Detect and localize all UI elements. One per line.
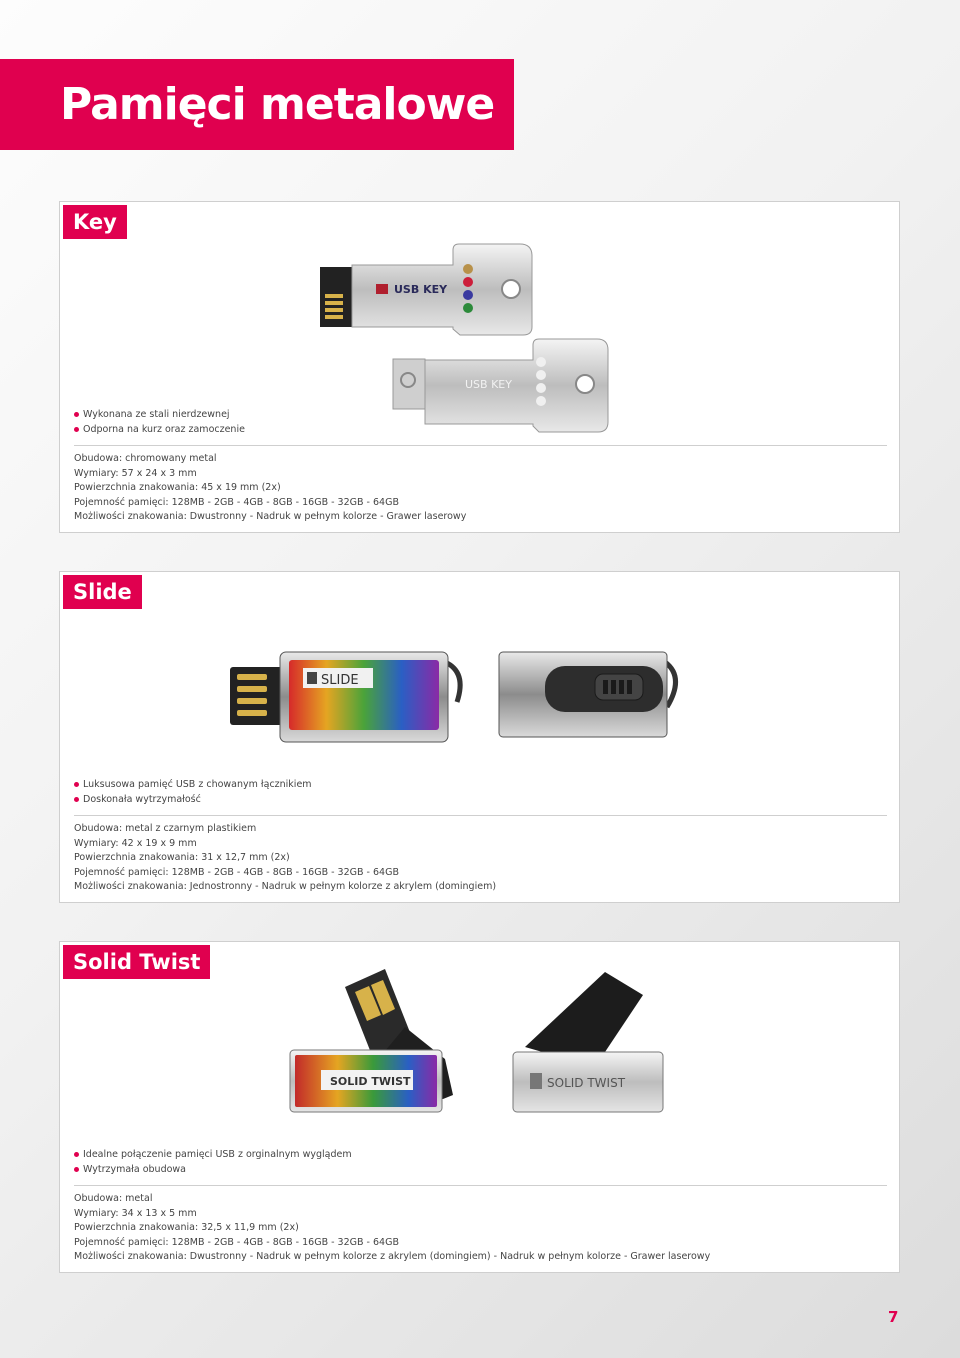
- feature-list: [74, 1147, 352, 1177]
- product-name: Slide: [63, 575, 142, 609]
- product-card-solid-twist: [59, 941, 900, 1273]
- spec-item: Powierzchnia znakowania: 45 x 19 mm (2x): [74, 482, 281, 493]
- spec-item: Pojemność pamięci: 128MB - 2GB - 4GB - 8GB - 16GB - 32GB - 64GB: [74, 496, 399, 508]
- spec-item: Wymiary: 42 x 19 x 9 mm: [74, 837, 197, 849]
- image-text: SOLID TWIST: [330, 1075, 411, 1088]
- product-card-slide: [59, 571, 900, 903]
- page-title: Pamięci metalowe: [60, 79, 495, 130]
- image-text: USB KEY: [465, 378, 512, 391]
- image-text: SLIDE: [321, 673, 359, 688]
- divider: [74, 815, 887, 816]
- usb-slide-image: [225, 642, 685, 752]
- product-name: Key: [63, 205, 127, 239]
- image-text: SOLID TWIST: [547, 1076, 626, 1090]
- feature-item: Luksusowa pamięć USB z chowanym łącznikiem: [74, 777, 312, 792]
- feature-list: [74, 407, 245, 437]
- page-number: 7: [888, 1308, 899, 1326]
- feature-item: Doskonała wytrzymałość: [74, 792, 312, 807]
- feature-item: Wytrzymała obudowa: [74, 1162, 352, 1177]
- spec-item: Wymiary: 57 x 24 x 3 mm: [74, 467, 197, 479]
- spec-item: Pojemność pamięci: 128MB - 2GB - 4GB - 8GB - 16GB - 32GB - 64GB: [74, 1236, 399, 1248]
- spec-item: Wymiary: 34 x 13 x 5 mm: [74, 1207, 197, 1219]
- feature-item: Wykonana ze stali nierdzewnej: [74, 407, 245, 422]
- spec-item: Obudowa: chromowany metal: [74, 453, 217, 464]
- image-text: USB KEY: [394, 283, 448, 296]
- product-card-key: [59, 201, 900, 533]
- spec-item: Możliwości znakowania: Dwustronny - Nadruk w pełnym kolorze - Grawer laserowy: [74, 511, 467, 522]
- feature-list: [74, 777, 312, 807]
- spec-item: Powierzchnia znakowania: 31 x 12,7 mm (2x): [74, 852, 290, 863]
- spec-item: Możliwości znakowania: Dwustronny - Nadruk w pełnym kolorze z akrylem (domingiem) - Nadruk w pełnym kolorze - Grawer laserowy: [74, 1251, 711, 1262]
- spec-item: Obudowa: metal z czarnym plastikiem: [74, 823, 257, 834]
- spec-list: [74, 822, 496, 895]
- page-title-band: [0, 59, 514, 150]
- spec-item: Obudowa: metal: [74, 1193, 153, 1204]
- usb-key-image: [315, 242, 615, 437]
- spec-item: Możliwości znakowania: Jednostronny - Nadruk w pełnym kolorze z akrylem (domingiem): [74, 881, 497, 892]
- feature-item: Odporna na kurz oraz zamoczenie: [74, 422, 245, 437]
- usb-solid-twist-image: [285, 967, 685, 1117]
- feature-item: Idealne połączenie pamięci USB z orginalnym wyglądem: [74, 1147, 352, 1162]
- spec-item: Pojemność pamięci: 128MB - 2GB - 4GB - 8GB - 16GB - 32GB - 64GB: [74, 866, 399, 878]
- spec-list: [74, 1192, 710, 1265]
- spec-item: Powierzchnia znakowania: 32,5 x 11,9 mm (2x): [74, 1222, 299, 1233]
- spec-list: [74, 452, 466, 525]
- divider: [74, 445, 887, 446]
- product-name: Solid Twist: [63, 945, 210, 979]
- divider: [74, 1185, 887, 1186]
